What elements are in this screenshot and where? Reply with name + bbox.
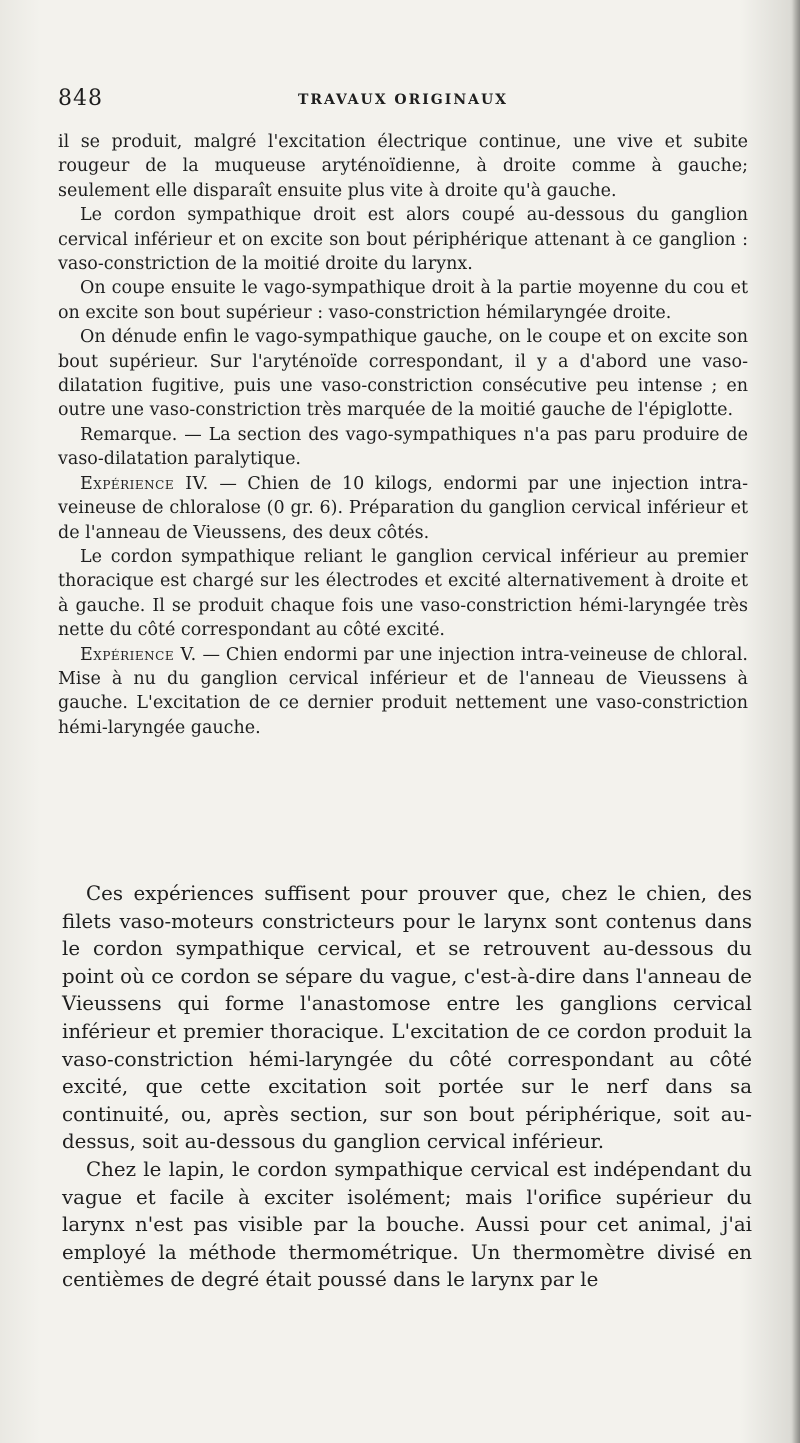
experiment-paragraph: Expérience IV. — Chien de 10 kilogs, endormi par une injection intra-veineuse de chloralose (0 gr. 6). Préparation du ganglion cervical inférieur et de l'anneau de Vieussens, des deux côtés. <box>58 473 748 543</box>
main-text <box>62 880 752 1294</box>
paragraph: Ces expériences suffisent pour prouver que, chez le chien, des filets vaso-moteurs constricteurs pour le larynx sont contenus dans le cordon sympathique cervical, et se retrouvent au-dessous du point où ce cordon se sépare du vague, c'est-à-dire dans l'anneau de Vieussens qui forme l'anastomose entre les ganglions cervical inférieur et premier thoracique. L'excitation de ce cordon produit la vaso-constriction hémi-laryngée du côté correspondant au côté excité, que cette excitation soit portée sur le nerf dans sa continuité, ou, après section, sur son bout périphérique, soit au-dessus, soit au-dessous du ganglion cervical inférieur. <box>62 882 752 1154</box>
paragraph: Remarque. — La section des vago-sympathiques n'a pas paru produire de vaso-dilatation paralytique. <box>58 424 748 470</box>
paragraph: Le cordon sympathique reliant le ganglion cervical inférieur au premier thoracique est chargé sur les électrodes et excité alternativement à droite et à gauche. Il se produit chaque fois une vaso-constriction hémi-laryngée très nette du côté correspondant au côté excité. <box>58 546 748 641</box>
running-title: TRAVAUX ORIGINAUX <box>297 92 509 108</box>
paragraph: On dénude enfin le vago-sympathique gauche, on le coupe et on excite son bout supérieur. Sur l'aryténoïde correspondant, il y a d'abord une vaso-dilatation fugitive, puis une vaso-constriction consécutive peu intense ; en outre une vaso-constriction très marquée de la moitié gauche de l'épiglotte. <box>58 327 748 421</box>
experiment-paragraph: Expérience V. — Chien endormi par une injection intra-veineuse de chloral. Mise à nu du ganglion cervical inférieur et de l'anneau de Vieussens à gauche. L'excitation de ce dernier produit nettement une vaso-constriction hémi-laryngée gauche. <box>58 644 748 738</box>
paragraph: Le cordon sympathique droit est alors coupé au-dessous du ganglion cervical inférieur et on excite son bout périphérique attenant à ce ganglion : vaso-constriction de la moitié droite du larynx. <box>58 205 748 275</box>
experiment-heading: Expérience V. <box>80 644 197 665</box>
paragraph: il se produit, malgré l'excitation électrique continue, une vive et subite rougeur de la muqueuse aryténoïdienne, à droite comme à gauche; seulement elle disparaît ensuite plus vite à droite qu'à gauche. <box>58 132 748 201</box>
page-number: 848 <box>58 86 103 111</box>
experiment-heading: Expérience IV. <box>80 473 209 494</box>
experiment-notes <box>58 130 748 740</box>
scan-shadow-edge <box>792 0 800 1443</box>
paragraph: On coupe ensuite le vago-sympathique droit à la partie moyenne du cou et on excite son bout supérieur : vaso-constriction hémilaryngée droite. <box>58 278 748 323</box>
paragraph: Chez le lapin, le cordon sympathique cervical est indépendant du vague et facile à exciter isolément; mais l'orifice supérieur du larynx n'est pas visible par la bouche. Aussi pour cet animal, j'ai employé la méthode thermométrique. Un thermomètre divisé en centièmes de degré était poussé dans le larynx par le <box>62 1157 752 1292</box>
page-header <box>58 86 748 118</box>
